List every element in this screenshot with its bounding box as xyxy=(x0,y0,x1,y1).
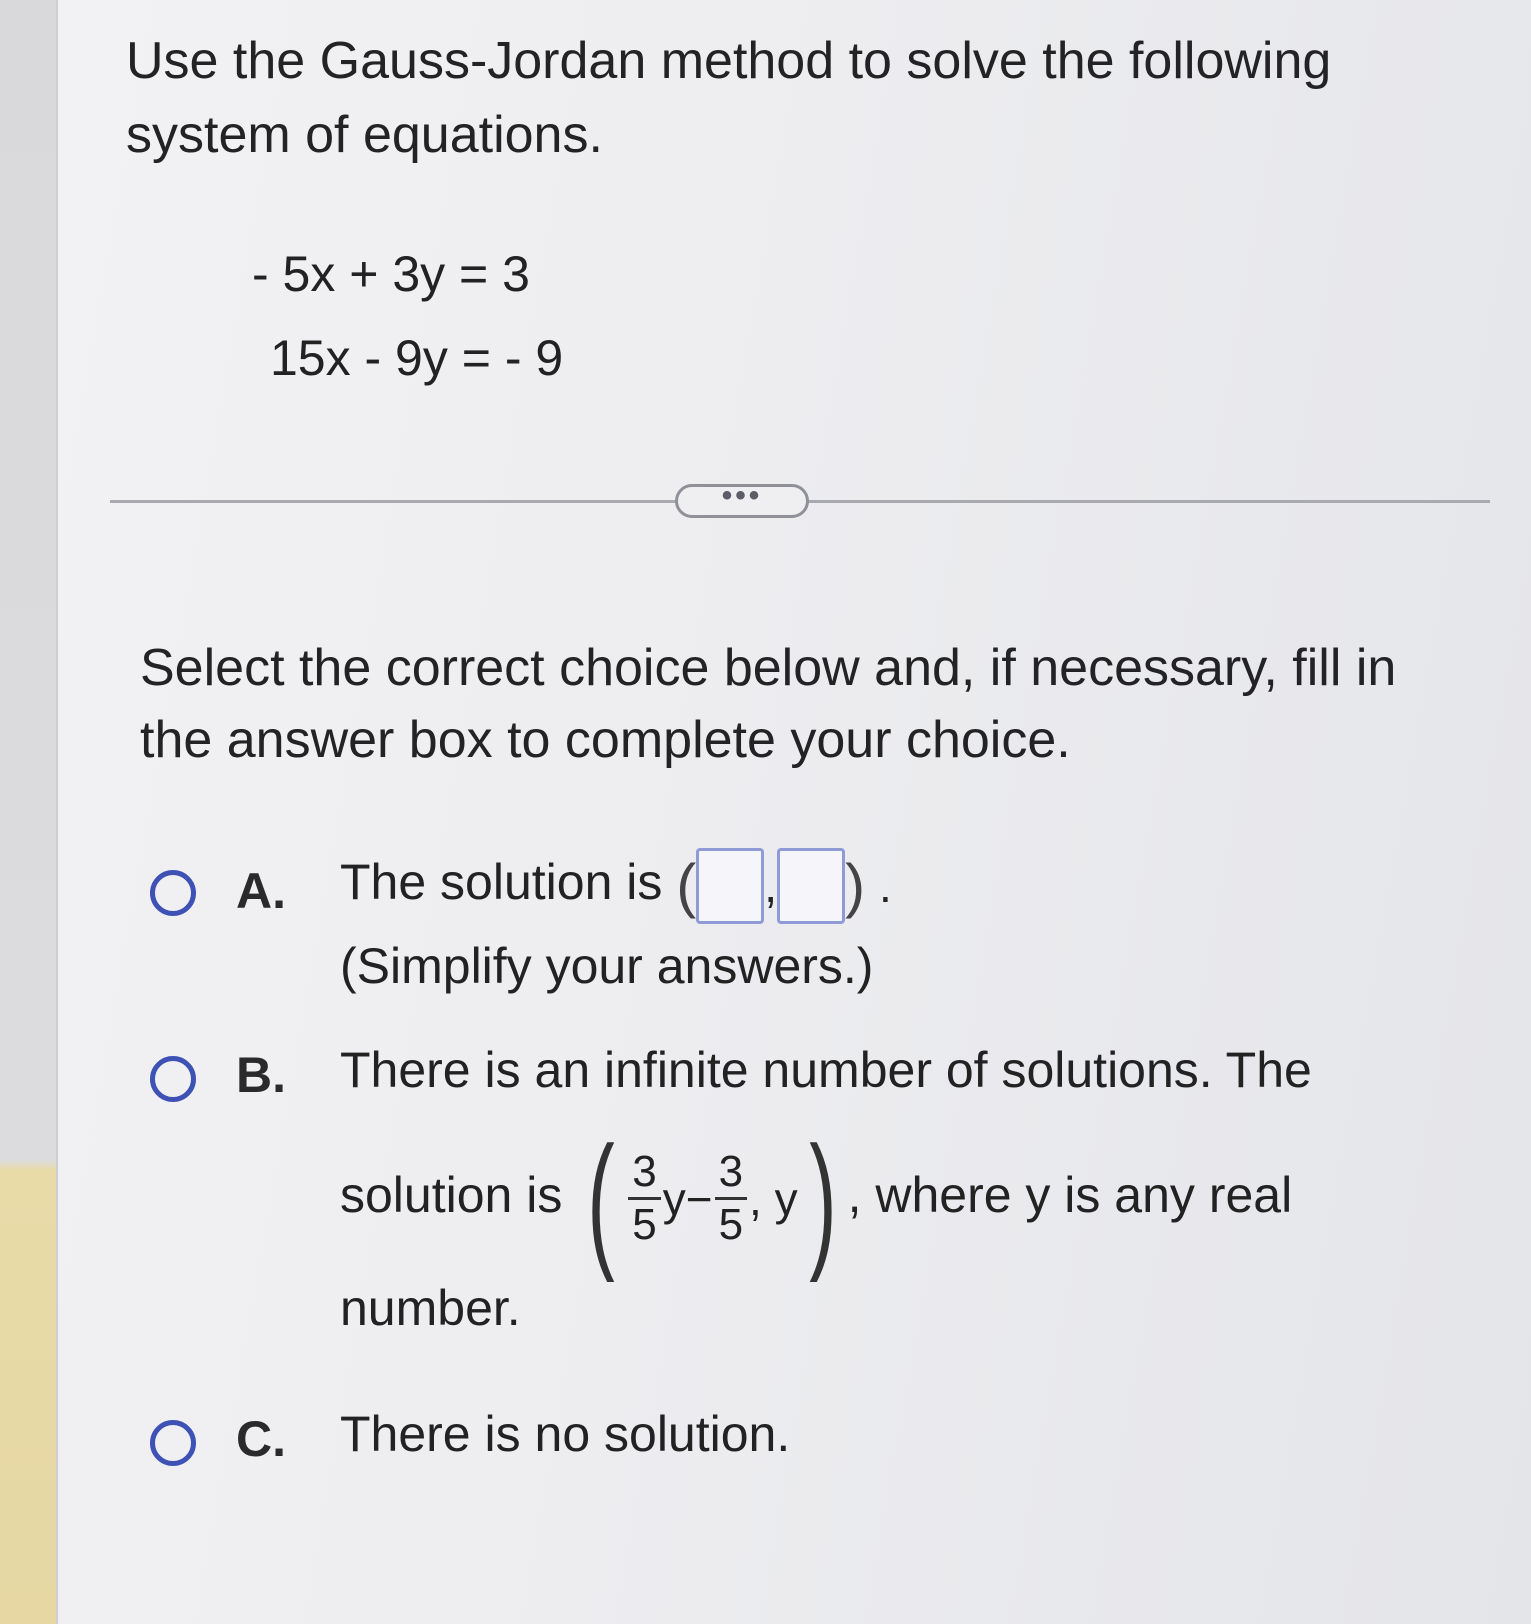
equation-1: - 5x + 3y = 3 xyxy=(252,246,530,302)
comma-y: , y xyxy=(749,1172,798,1225)
option-b-solution-is: solution is xyxy=(340,1167,563,1223)
big-open-paren: ( xyxy=(587,1114,615,1283)
option-a-text xyxy=(340,840,892,928)
big-close-paren: ) xyxy=(808,1114,837,1283)
var-y: y xyxy=(662,1172,686,1225)
ellipsis-icon: ••• xyxy=(721,479,763,512)
answer-box-y[interactable] xyxy=(777,848,845,924)
fraction-1-denominator: 5 xyxy=(632,1200,657,1250)
option-a-label: The solution is xyxy=(340,854,663,910)
option-c-radio[interactable] xyxy=(150,1420,196,1466)
option-a-note: (Simplify your answers.) xyxy=(340,938,874,994)
instruction-text: Select the correct choice below and, if necessary, fill in the answer box to complete your choice. xyxy=(140,639,1397,769)
answer-box-x[interactable] xyxy=(696,848,764,924)
fraction-1 xyxy=(628,1147,660,1250)
fraction-2-denominator: 5 xyxy=(718,1200,744,1250)
option-b-line3: number. xyxy=(340,1280,521,1336)
option-b-letter: B. xyxy=(236,1047,286,1103)
fraction-2 xyxy=(715,1147,747,1250)
question-text: Use the Gauss-Jordan method to solve the following system of equations. xyxy=(126,32,1332,164)
equation-2: 15x - 9y = - 9 xyxy=(270,330,564,386)
close-paren: ) xyxy=(845,851,866,919)
open-paren: ( xyxy=(676,851,697,919)
option-c-letter: C. xyxy=(236,1411,286,1467)
expand-more-button[interactable] xyxy=(675,479,809,518)
option-b-line1: There is an infinite number of solutions. The xyxy=(340,1042,1312,1098)
fraction-1-numerator: 3 xyxy=(628,1147,660,1200)
period: . xyxy=(878,859,892,912)
fraction-2-numerator: 3 xyxy=(715,1147,747,1200)
option-c-text: There is no solution. xyxy=(340,1406,791,1462)
option-a-letter: A. xyxy=(236,863,286,919)
option-a-radio[interactable] xyxy=(150,870,196,916)
option-b-radio[interactable] xyxy=(150,1056,196,1102)
option-b-after: , where y is any real xyxy=(847,1167,1293,1223)
minus-sign: − xyxy=(685,1172,713,1225)
comma: , xyxy=(764,859,778,912)
equation-system xyxy=(252,232,563,400)
option-b-line2 xyxy=(340,1114,1293,1283)
